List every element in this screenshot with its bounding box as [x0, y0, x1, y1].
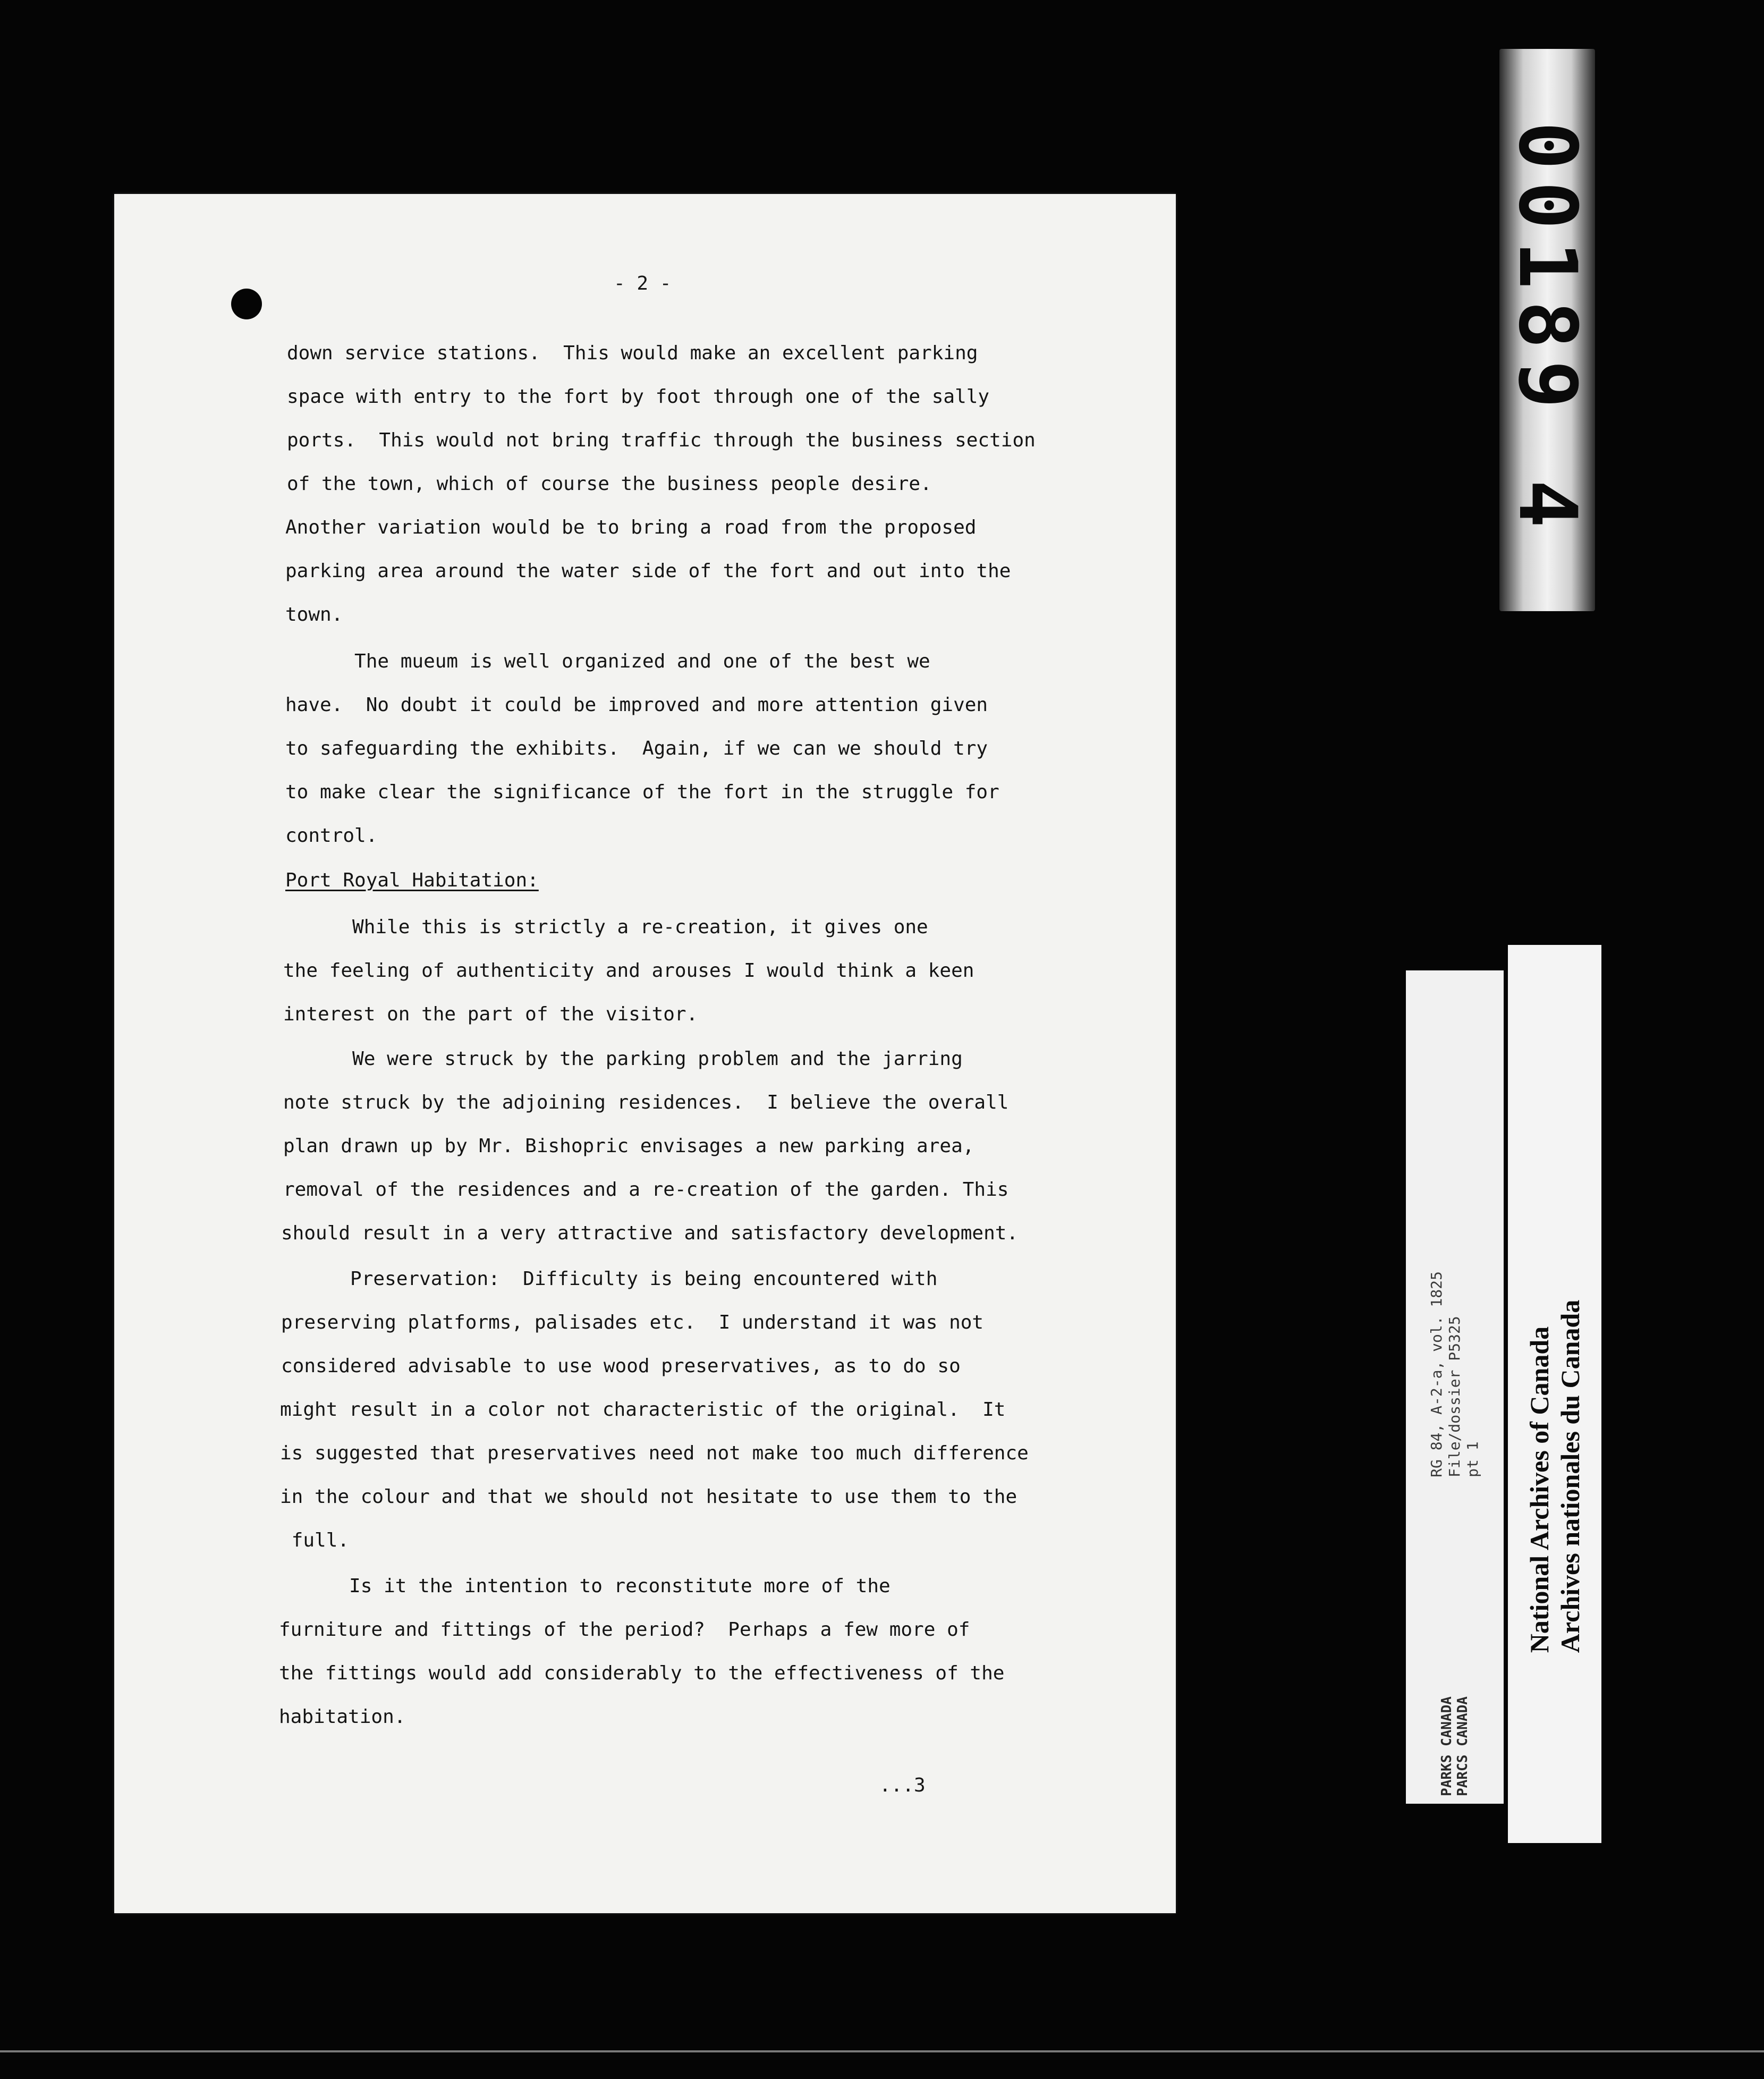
text-line: While this is strictly a re-creation, it gives one: [283, 916, 928, 938]
archives-label: [1508, 945, 1601, 1843]
text-line: down service stations. This would make an excellent parking: [287, 342, 978, 364]
text-line: note struck by the adjoining residences. I believe the overall: [283, 1092, 1009, 1113]
page-number: - 2 -: [614, 273, 672, 294]
archives-name-english: National Archives of Canada: [1524, 1326, 1554, 1653]
text-line: We were struck by the parking problem and the jarring: [283, 1048, 963, 1070]
text-line: preserving platforms, palisades etc. I understand it was not: [281, 1312, 984, 1333]
text-line: space with entry to the fort by foot through one of the sally: [287, 386, 990, 408]
frame-number: 00189 4: [1501, 121, 1593, 540]
agency-name: PARKS CANADA PARCS CANADA: [1439, 1696, 1471, 1796]
text-line: to make clear the significance of the fort in the struggle for: [285, 781, 999, 803]
continuation-marker: ...3: [879, 1774, 926, 1796]
text-line: the fittings would add considerably to the effectiveness of the: [279, 1662, 1005, 1684]
text-line: The mueum is well organized and one of the best we: [285, 650, 930, 672]
document-page: [114, 194, 1176, 1913]
frame-number-strip: [1499, 49, 1595, 611]
text-line: have. No doubt it could be improved and more attention given: [285, 694, 988, 716]
text-line: ports. This would not bring traffic through the business section: [287, 429, 1036, 451]
text-line: control.: [285, 825, 378, 847]
text-line: interest on the part of the visitor.: [283, 1003, 698, 1025]
text-line: plan drawn up by Mr. Bishopric envisages a new parking area,: [283, 1135, 974, 1157]
text-line: Preservation: Difficulty is being encountered with: [281, 1268, 938, 1290]
archives-name: [1524, 1300, 1585, 1653]
archives-name-french: Archives nationales du Canada: [1555, 1299, 1585, 1653]
text-line: considered advisable to use wood preservatives, as to do so: [281, 1355, 961, 1377]
reference-label: [1406, 970, 1504, 1804]
text-line: of the town, which of course the business people desire.: [287, 473, 932, 495]
archive-reference: RG 84, A-2-a, vol. 1825 File/dossier P5325 pt 1: [1428, 1271, 1481, 1477]
text-line: habitation.: [279, 1706, 406, 1728]
text-line: town.: [285, 604, 343, 626]
punch-hole: [231, 289, 262, 319]
text-line: removal of the residences and a re-creation of the garden. This: [283, 1179, 1009, 1201]
text-line: Another variation would be to bring a road from the proposed: [285, 517, 977, 538]
text-line: is suggested that preservatives need not make too much difference: [280, 1442, 1029, 1464]
text-line: Is it the intention to reconstitute more of the: [280, 1575, 891, 1597]
text-line: might result in a color not characteristic of the original. It: [280, 1399, 1006, 1421]
text-line: parking area around the water side of the fort and out into the: [285, 560, 1011, 582]
text-line: furniture and fittings of the period? Perhaps a few more of: [279, 1619, 970, 1641]
text-line: should result in a very attractive and satisfactory development.: [281, 1222, 1019, 1244]
text-line: to safeguarding the exhibits. Again, if we can we should try: [285, 738, 988, 759]
text-line: in the colour and that we should not hesitate to use them to the: [280, 1486, 1017, 1508]
text-line: the feeling of authenticity and arouses I would think a keen: [283, 960, 974, 982]
bottom-divider: [0, 2050, 1764, 2052]
section-heading: Port Royal Habitation:: [285, 869, 539, 891]
text-line: full.: [280, 1529, 350, 1551]
